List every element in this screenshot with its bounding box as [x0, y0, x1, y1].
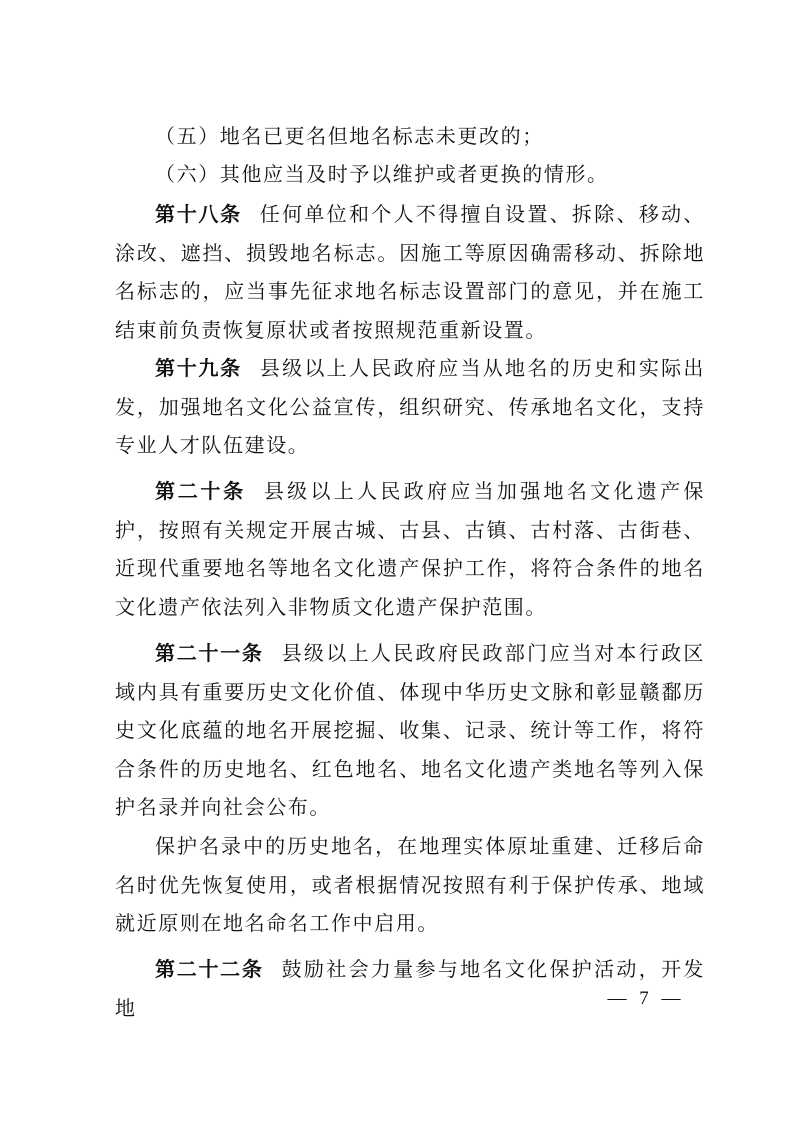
page-number: — 7 —	[607, 988, 685, 1009]
paragraph-article-21	[115, 634, 705, 827]
paragraph-item-5	[115, 117, 705, 156]
paragraph-text: 县级以上人民政府应当从地名的历史和实际出发，加强地名文化公益宣传，组织研究、传承地名文化，支持专业人才队伍建设。	[115, 356, 706, 457]
paragraph-text: 任何单位和个人不得擅自设置、拆除、移动、涂改、遮挡、损毁地名标志。因施工等原因确需移动、拆除地名标志的，应当事先征求地名标志设置部门的意见，并在施工结束前负责恢复原状或者按照规范重新设置。	[115, 202, 706, 342]
paragraph-text: 县级以上人民政府应当加强地名文化遗产保护，按照有关规定开展古城、古县、古镇、古村落、古街巷、近现代重要地名等地名文化遗产保护工作，将符合条件的地名文化遗产依法列入非物质文化遗产保护范围。	[115, 479, 706, 619]
article-heading: 第十九条	[155, 356, 242, 380]
article-heading: 第十八条	[155, 202, 242, 226]
paragraph-text: （六）其他应当及时予以维护或者更换的情形。	[155, 162, 609, 186]
paragraph-text: 鼓励社会力量参与地名文化保护活动，开发地	[115, 957, 705, 1020]
paragraph-article-19	[115, 349, 705, 465]
paragraph-article-20	[115, 472, 705, 626]
paragraph-text: 县级以上人民政府民政部门应当对本行政区域内具有重要历史文化价值、体现中华历史文脉和彰显赣鄱历史文化底蕴的地名开展挖掘、收集、记录、统计等工作，将符合条件的历史地名、红色地名、地名文化遗产类地名等列入保护名录并向社会公布。	[115, 641, 705, 819]
paragraph-item-6	[115, 155, 705, 194]
article-heading: 第二十一条	[155, 641, 264, 665]
paragraph-text: 保护名录中的历史地名，在地理实体原址重建、迁移后命名时优先恢复使用，或者根据情况按照有利于保护传承、地域就近原则在地名命名工作中启用。	[115, 834, 705, 935]
paragraph-text: （五）地名已更名但地名标志未更改的；	[155, 124, 544, 148]
paragraph-article-18	[115, 195, 705, 349]
article-heading: 第二十二条	[155, 957, 264, 981]
paragraph-historic-names	[115, 827, 705, 943]
article-heading: 第二十条	[155, 479, 246, 503]
